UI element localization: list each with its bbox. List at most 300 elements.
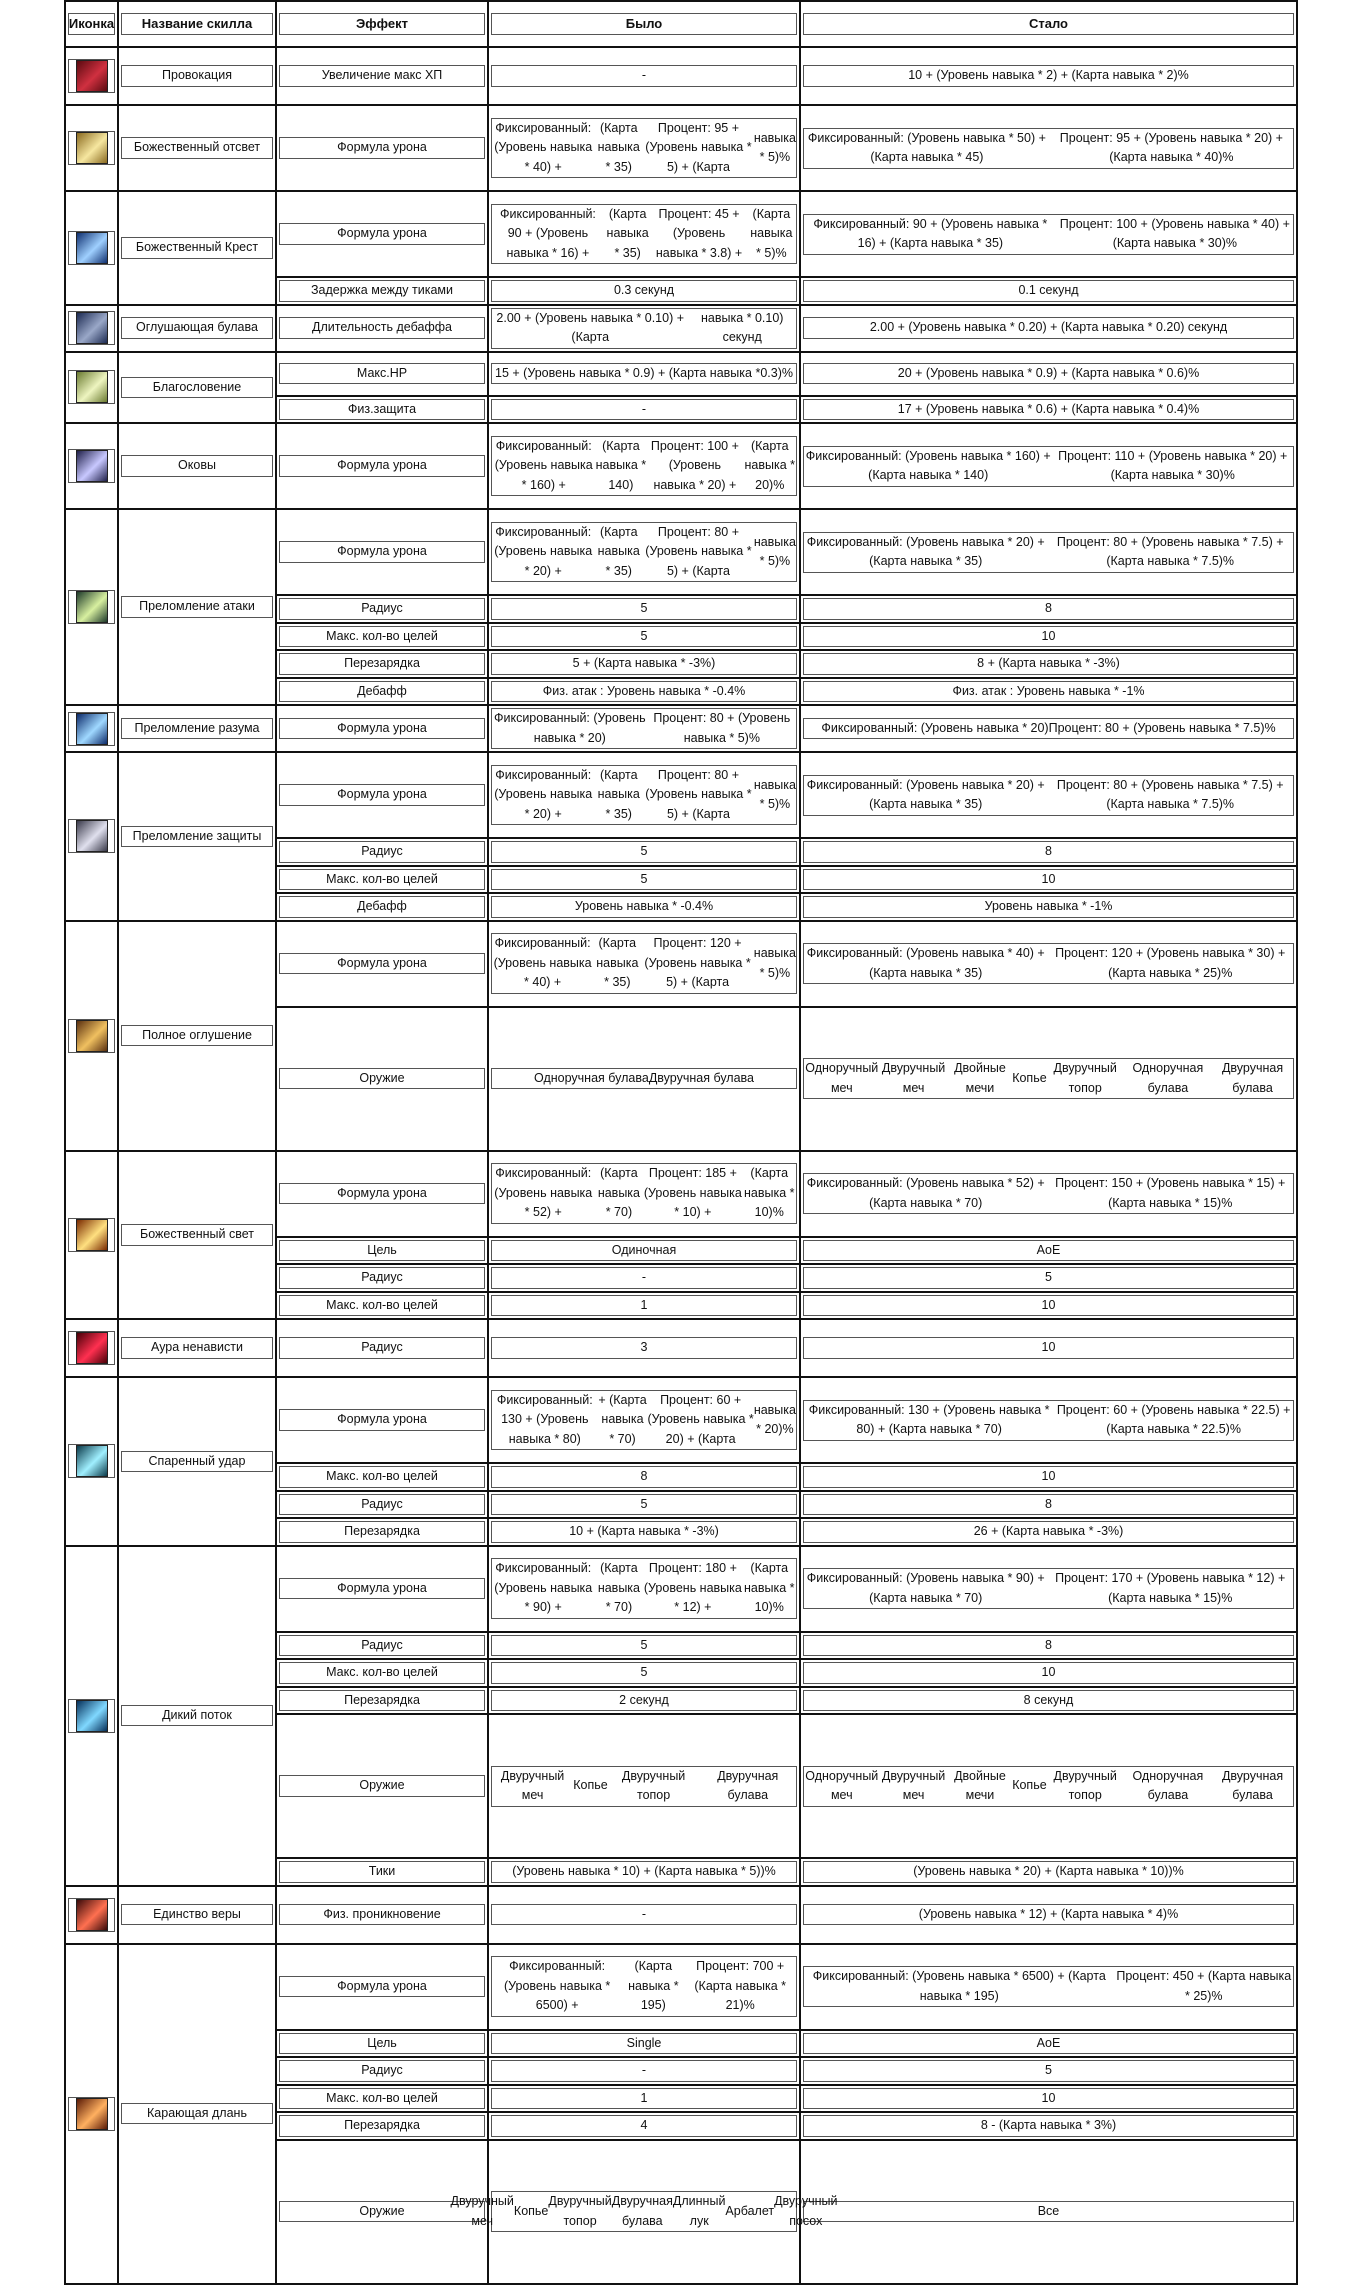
text-line: Процент: 450 + (Карта навыка * 25)%	[1116, 1969, 1292, 2003]
after-cell-content	[803, 1400, 1294, 1441]
text-line: 5	[640, 1496, 648, 1511]
table-row	[65, 1319, 1297, 1377]
icon-cell	[65, 352, 118, 424]
icon-cell-content	[68, 449, 115, 483]
effect-label: Макс. кол-во целей	[279, 1295, 485, 1317]
after-cell-content	[803, 653, 1294, 675]
text-line: 10	[1041, 1297, 1056, 1312]
text-line: Процент: 60 + (Уровень навыка * 22.5) + (Карта навыка * 22.5)%	[1056, 1402, 1291, 1436]
text-line: 0.3)%	[760, 365, 793, 380]
icon-cell	[65, 1151, 118, 1320]
text-line: Фиксированный: (Уровень навыка * 20)	[821, 720, 1049, 735]
before-cell	[488, 1151, 800, 1237]
before-cell-content	[491, 653, 797, 675]
before-cell-content	[491, 1163, 797, 1224]
after-cell-content	[803, 841, 1294, 863]
effect-label: Формула урона	[279, 137, 485, 159]
before-cell-content	[491, 2088, 797, 2110]
mind-refraction-icon	[76, 713, 108, 745]
punishing-hand-icon	[76, 2098, 108, 2130]
text-line: Двуручный посох	[774, 2194, 838, 2228]
before-cell	[488, 509, 800, 595]
effect-label: Формула урона	[279, 455, 485, 477]
text-line: Фиксированный: (Уровень навыка * 52) +	[494, 1166, 593, 1220]
effect-cell	[276, 423, 488, 509]
after-cell	[800, 509, 1297, 595]
after-cell	[800, 2140, 1297, 2284]
before-cell-content	[491, 869, 797, 891]
before-cell-content	[491, 1390, 797, 1451]
before-cell-content	[491, 2033, 797, 2055]
effect-label: Оружие	[279, 2201, 485, 2223]
skill-name: Божественный свет	[121, 1224, 273, 1246]
text-line: 3	[640, 1340, 648, 1355]
before-cell	[488, 921, 800, 1007]
text-line: 2.00 + (Уровень навыка * 0.20) + (Карта навыка * 0.20) секунд	[869, 320, 1228, 335]
effect-cell	[276, 1377, 488, 1463]
after-cell	[800, 1944, 1297, 2030]
icon-cell	[65, 509, 118, 705]
after-cell-content	[803, 2033, 1294, 2055]
after-cell-content	[803, 598, 1294, 620]
skill-name-cell	[118, 921, 276, 1151]
text-line: Процент: 80 + (Уровень навыка * 5)%	[653, 711, 791, 745]
icon-cell	[65, 752, 118, 921]
icon-cell	[65, 191, 118, 305]
text-line: Двуручный топор	[621, 1768, 686, 1802]
before-cell-content	[491, 204, 797, 265]
icon-cell-content	[68, 712, 115, 746]
effect-cell	[276, 1518, 488, 1546]
after-cell	[800, 423, 1297, 509]
after-cell	[800, 1886, 1297, 1944]
effect-label: Формула урона	[279, 1578, 485, 1600]
before-cell	[488, 1886, 800, 1944]
after-cell-content	[803, 1240, 1294, 1262]
after-cell	[800, 1463, 1297, 1491]
effect-label: Перезарядка	[279, 1521, 485, 1543]
after-cell	[800, 893, 1297, 921]
skill-name-cell	[118, 509, 276, 705]
after-cell-content	[803, 363, 1294, 385]
after-cell	[800, 352, 1297, 396]
before-cell-content	[491, 896, 797, 918]
effect-label: Оружие	[279, 1068, 485, 1090]
table-row	[65, 1377, 1297, 1463]
text-line: (Карта навыка * 35)	[596, 936, 639, 990]
header-before: Было	[488, 1, 800, 47]
effect-label: Перезарядка	[279, 2115, 485, 2137]
after-cell-content	[803, 1861, 1294, 1883]
skill-name-cell	[118, 1944, 276, 2284]
unity-of-faith-icon	[76, 1899, 108, 1931]
after-cell	[800, 277, 1297, 305]
text-line: 5	[1045, 2063, 1052, 2077]
before-cell	[488, 2030, 800, 2058]
table-row	[65, 1151, 1297, 1237]
before-cell	[488, 277, 800, 305]
header-effect: Эффект	[276, 1, 488, 47]
text-line: 8 + (Карта навыка * -3%)	[977, 656, 1120, 670]
icon-cell	[65, 1377, 118, 1546]
before-cell	[488, 1858, 800, 1886]
table-row	[65, 47, 1297, 105]
text-line: Процент: 80 + (Уровень навыка * 5) + (Карта	[645, 767, 752, 821]
before-cell	[488, 1491, 800, 1519]
before-cell-content	[491, 681, 797, 703]
before-cell	[488, 705, 800, 752]
skill-name: Спаренный удар	[121, 1451, 273, 1473]
text-line: Двуручный меч	[450, 2194, 514, 2228]
table-row	[65, 752, 1297, 838]
text-line: Фиксированный: (Уровень навыка * 90) +	[494, 1561, 593, 1615]
text-line: Фиксированный: 130 + (Уровень навыка * 80)	[496, 1392, 593, 1446]
effect-cell	[276, 595, 488, 623]
effect-cell	[276, 47, 488, 105]
text-line: Двуручная булава	[648, 1070, 754, 1085]
effect-label: Радиус	[279, 1267, 485, 1289]
text-line: Фиксированный: (Уровень навыка * 50) + (Карта навыка * 45)	[807, 130, 1046, 164]
after-cell	[800, 595, 1297, 623]
text-line: (Карта навыка * 35)	[597, 524, 640, 578]
icon-cell-content	[68, 370, 115, 404]
table-row	[65, 921, 1297, 1007]
text-line: Процент: 60 + (Уровень навыка * 20) + (Карта	[647, 1392, 754, 1446]
after-cell-content	[803, 718, 1294, 740]
effect-cell	[276, 396, 488, 424]
text-line: (Уровень навыка * 12) + (Карта навыка * 4)%	[918, 1906, 1179, 1921]
after-cell	[800, 1007, 1297, 1151]
after-cell	[800, 47, 1297, 105]
before-cell	[488, 352, 800, 396]
text-line: Двуручная булава	[1221, 1768, 1284, 1802]
before-cell-content	[491, 1267, 797, 1289]
text-line: Фиксированный: (Уровень навыка * 20) + (Карта навыка * 35)	[806, 777, 1045, 811]
after-cell	[800, 623, 1297, 651]
before-cell-content	[491, 1766, 797, 1807]
text-line: -	[641, 1906, 647, 1921]
icon-cell-content	[68, 1444, 115, 1478]
text-line: Одноручная булава	[1132, 1768, 1204, 1802]
shackles-icon	[76, 450, 108, 482]
before-cell	[488, 866, 800, 894]
effect-cell	[276, 352, 488, 396]
after-cell-content	[803, 626, 1294, 648]
skill-name: Провокация	[121, 65, 273, 87]
text-line: 4	[640, 2118, 648, 2132]
text-line: Копье	[573, 1778, 608, 1793]
after-cell-content	[803, 446, 1294, 487]
after-cell-content	[803, 681, 1294, 703]
header-icon: Иконка	[65, 1, 118, 47]
skill-name-cell	[118, 1377, 276, 1546]
before-cell	[488, 838, 800, 866]
text-line: навыка * 0.10) секунд	[700, 310, 784, 344]
header-name: Название скилла	[118, 1, 276, 47]
after-cell	[800, 1546, 1297, 1632]
text-line: Процент: 100 + (Уровень навыка * 20) +	[650, 438, 739, 492]
before-cell	[488, 650, 800, 678]
text-line: Одноручный меч	[805, 1061, 879, 1095]
effect-cell	[276, 1659, 488, 1687]
text-line: Двуручный топор	[548, 2194, 612, 2228]
text-line: Процент: 120 + (Уровень навыка * 5) + (Карта	[644, 936, 751, 990]
before-cell-content	[491, 765, 797, 826]
text-line: 10	[1041, 871, 1056, 886]
effect-label: Формула урона	[279, 1976, 485, 1998]
after-cell	[800, 1687, 1297, 1715]
before-cell	[488, 2112, 800, 2140]
skill-name: Полное оглушение	[121, 1025, 273, 1047]
text-line: Фиксированный: (Уровень навыка * 160) + (Карта навыка * 140)	[805, 448, 1051, 482]
before-cell-content	[491, 1466, 797, 1488]
icon-cell-content	[68, 311, 115, 345]
before-cell	[488, 1319, 800, 1377]
text-line: Процент: 80 + (Уровень навыка * 5) + (Карта	[645, 524, 752, 578]
icon-cell	[65, 47, 118, 105]
full-stun-icon	[76, 1020, 108, 1052]
effect-label: Формула урона	[279, 784, 485, 806]
after-cell-content	[803, 2088, 1294, 2110]
after-cell-content	[803, 2201, 1294, 2223]
text-line: 5	[640, 1637, 648, 1652]
text-line: 1	[640, 2090, 648, 2105]
before-cell-content	[491, 2115, 797, 2137]
effect-label: Перезарядка	[279, 1690, 485, 1712]
after-cell	[800, 1714, 1297, 1858]
before-cell-content	[491, 399, 797, 421]
effect-label: Формула урона	[279, 1183, 485, 1205]
effect-label: Макс. кол-во целей	[279, 1466, 485, 1488]
effect-cell	[276, 1687, 488, 1715]
after-cell-content	[803, 1058, 1294, 1099]
text-line: Двуручный топор	[1053, 1061, 1117, 1095]
defense-refraction-icon	[76, 820, 108, 852]
text-line: AoE	[1036, 1242, 1061, 1257]
text-line: Одиночная	[611, 1242, 677, 1257]
skill-name: Карающая длань	[121, 2103, 273, 2125]
text-line: Процент: 95 + (Уровень навыка * 5) + (Карта	[645, 120, 752, 174]
text-line: 8 - (Карта навыка * 3%)	[980, 2118, 1117, 2132]
table-row	[65, 705, 1297, 752]
effect-cell	[276, 838, 488, 866]
text-line: 8	[1045, 844, 1052, 858]
before-cell	[488, 1687, 800, 1715]
skill-name-cell	[118, 1546, 276, 1886]
after-cell-content	[803, 1766, 1294, 1807]
before-cell-content	[491, 1690, 797, 1712]
text-line: Процент: 80 + (Уровень навыка * 7.5) + (Карта навыка * 7.5)%	[1056, 534, 1284, 568]
effect-label: Радиус	[279, 1494, 485, 1516]
header-after: Стало	[800, 1, 1297, 47]
text-line: Копье	[1012, 1070, 1047, 1085]
text-line: Фиксированный: (Уровень навыка * 40) +	[494, 120, 593, 174]
before-cell-content	[491, 65, 797, 87]
stunning-mace-icon	[76, 312, 108, 344]
text-line: (Уровень навыка * 20) + (Карта навыка * 10))%	[913, 1864, 1184, 1878]
before-cell	[488, 1007, 800, 1151]
table-row	[65, 1546, 1297, 1632]
icon-cell	[65, 921, 118, 1151]
text-line: 1	[640, 1297, 648, 1312]
text-line: Фиксированный: 130 + (Уровень навыка * 80) + (Карта навыка * 70)	[808, 1402, 1050, 1436]
text-line: Физ. атак : Уровень навыка * -1%	[952, 683, 1145, 698]
after-cell-content	[803, 532, 1294, 573]
after-cell-content	[803, 1662, 1294, 1684]
text-line: Двуручный меч	[881, 1768, 946, 1802]
icon-cell-content	[68, 1699, 115, 1733]
after-cell-content	[803, 399, 1294, 421]
text-line: (Карта навыка * 140)	[595, 438, 647, 492]
after-cell	[800, 2112, 1297, 2140]
before-cell	[488, 2085, 800, 2113]
after-cell	[800, 678, 1297, 706]
before-cell	[488, 1518, 800, 1546]
after-cell-content	[803, 128, 1294, 169]
after-cell	[800, 705, 1297, 752]
text-line: Процент: 150 + (Уровень навыка * 15) + (Карта навыка * 15)%	[1055, 1176, 1286, 1210]
before-cell-content	[491, 1295, 797, 1317]
after-cell	[800, 1518, 1297, 1546]
divine-reflection-icon	[76, 132, 108, 164]
effect-label: Радиус	[279, 1337, 485, 1359]
text-line: Процент: 180 + (Уровень навыка * 12) +	[643, 1561, 742, 1615]
before-cell-content	[491, 1904, 797, 1926]
text-line: Уровень навыка * -1%	[984, 899, 1113, 913]
text-line: Двойные мечи	[954, 1768, 1006, 1802]
after-cell-content	[803, 1337, 1294, 1359]
text-line: Одноручная булава	[1132, 1061, 1204, 1095]
before-cell	[488, 1632, 800, 1660]
effect-label: Физ.защита	[279, 399, 485, 421]
skill-name-cell	[118, 47, 276, 105]
twin-strike-icon	[76, 1445, 108, 1477]
effect-cell	[276, 2030, 488, 2058]
text-line: (Карта навыка * 70)	[597, 1561, 641, 1615]
skill-name-cell	[118, 105, 276, 191]
text-line: (Карта навыка * 195)	[628, 1959, 679, 2013]
effect-label: Макс. кол-во целей	[279, 1662, 485, 1684]
after-cell	[800, 1858, 1297, 1886]
after-cell	[800, 838, 1297, 866]
icon-cell-content	[68, 819, 115, 853]
before-cell	[488, 1237, 800, 1265]
text-line: Двуручный меч	[500, 1768, 565, 1802]
skill-name-cell	[118, 1886, 276, 1944]
skill-name: Благословение	[121, 377, 273, 399]
effect-cell	[276, 1714, 488, 1858]
skill-name: Аура ненависти	[121, 1337, 273, 1359]
text-line: 10	[1041, 1469, 1056, 1483]
after-cell	[800, 1292, 1297, 1320]
text-line: Двуручная булава	[611, 2194, 673, 2228]
before-cell-content	[491, 308, 797, 349]
after-cell-content	[803, 775, 1294, 816]
before-cell-content	[491, 598, 797, 620]
text-line: Фиксированный: (Уровень навыка * 6500) +	[503, 1959, 611, 2013]
text-line: (Карта навыка * 35)	[597, 120, 640, 174]
skill-name: Божественный отсвет	[121, 137, 273, 159]
effect-cell	[276, 1292, 488, 1320]
effect-cell	[276, 752, 488, 838]
effect-cell	[276, 1491, 488, 1519]
after-cell-content	[803, 317, 1294, 339]
text-line: Фиксированный: (Уровень навыка * 90) + (Карта навыка * 70)	[806, 1571, 1045, 1605]
text-line: Арбалет	[725, 2203, 775, 2218]
before-cell	[488, 893, 800, 921]
after-cell	[800, 1151, 1297, 1237]
table-row	[65, 509, 1297, 595]
after-cell-content	[803, 1690, 1294, 1712]
effect-cell	[276, 1886, 488, 1944]
before-cell	[488, 305, 800, 352]
icon-cell	[65, 105, 118, 191]
text-line: Процент: 100 + (Уровень навыка * 40) + (Карта навыка * 30)%	[1059, 216, 1290, 250]
before-cell-content	[491, 1521, 797, 1543]
icon-cell	[65, 1319, 118, 1377]
effect-cell	[276, 1632, 488, 1660]
divine-cross-icon	[76, 232, 108, 264]
before-cell	[488, 423, 800, 509]
divine-light-icon	[76, 1219, 108, 1251]
icon-cell	[65, 705, 118, 752]
icon-cell	[65, 423, 118, 509]
effect-cell	[276, 105, 488, 191]
text-line: Фиксированный: (Уровень навыка * 20) +	[494, 767, 593, 821]
before-cell-content	[491, 1662, 797, 1684]
text-line: 0.3 секунд	[613, 283, 675, 297]
before-cell	[488, 678, 800, 706]
text-line: Процент: 700 + (Карта навыка * 21)%	[694, 1959, 786, 2013]
text-line: Копье	[513, 2203, 549, 2218]
text-line: Процент: 185 + (Уровень навыка * 10) +	[643, 1166, 742, 1220]
effect-cell	[276, 866, 488, 894]
effect-cell	[276, 650, 488, 678]
text-line: Фиксированный: (Уровень навыка * 52) + (Карта навыка * 70)	[806, 1176, 1045, 1210]
text-line: (Карта навыка * 20)%	[744, 438, 795, 492]
text-line: 0.1 секунд	[1018, 283, 1079, 297]
after-cell	[800, 2057, 1297, 2085]
before-cell	[488, 105, 800, 191]
text-line: 8	[1045, 1637, 1052, 1652]
skill-name: Единство веры	[121, 1904, 273, 1926]
effect-label: Оружие	[279, 1775, 485, 1797]
skill-name-cell	[118, 752, 276, 921]
text-line: 2 секунд	[619, 1692, 669, 1707]
before-cell	[488, 396, 800, 424]
text-line: 5	[640, 628, 648, 643]
text-line: 17 + (Уровень навыка * 0.6) + (Карта навыка * 0.4)%	[897, 401, 1200, 416]
before-cell	[488, 1377, 800, 1463]
effect-label: Макс. кол-во целей	[279, 2088, 485, 2110]
text-line: Двойные мечи	[954, 1061, 1006, 1095]
after-cell-content	[803, 65, 1294, 87]
text-line: Физ. атак : Уровень навыка * -0.4%	[542, 683, 746, 698]
before-cell-content	[491, 1240, 797, 1262]
text-line: 26 + (Карта навыка * -3%)	[973, 1524, 1124, 1538]
skill-name: Дикий поток	[121, 1705, 273, 1727]
text-line: -	[641, 2063, 647, 2077]
text-line: навыка * 5)%	[753, 946, 796, 980]
skills-table-body	[65, 47, 1297, 2284]
text-line: (Карта навыка * 35)	[606, 206, 649, 260]
after-cell	[800, 1659, 1297, 1687]
skill-name: Преломление защиты	[121, 826, 273, 848]
after-cell	[800, 396, 1297, 424]
text-line: 10 + (Уровень навыка * 2) + (Карта навыка * 2)%	[908, 68, 1189, 83]
effect-label: Формула урона	[279, 223, 485, 245]
skill-name: Божественный Крест	[121, 237, 273, 259]
